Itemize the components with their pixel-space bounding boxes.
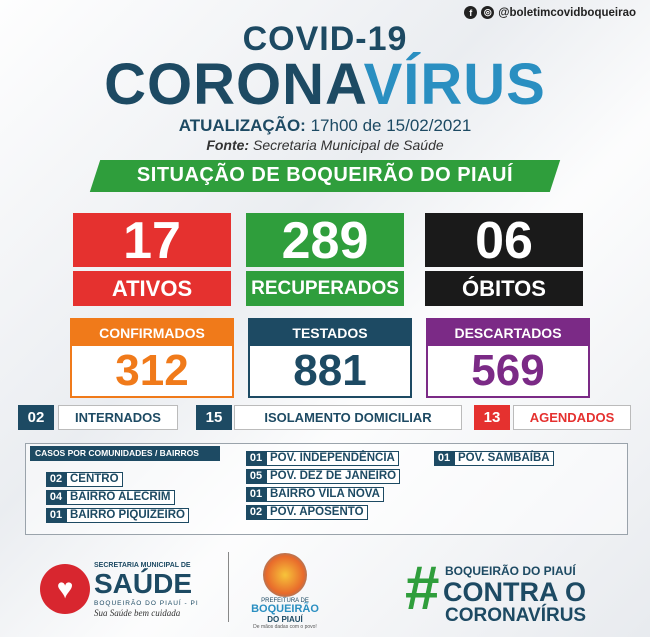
list-item xyxy=(246,487,384,502)
internados-label: INTERNADOS xyxy=(58,405,178,430)
item-count: 01 xyxy=(246,451,266,466)
isolamento-count: 15 xyxy=(196,405,232,430)
descartados-value: 569 xyxy=(471,346,545,395)
item-count: 02 xyxy=(246,505,266,520)
prefeitura-emblem-icon xyxy=(263,553,307,597)
heart-icon: ♥ xyxy=(40,564,90,614)
card-ativos xyxy=(73,213,231,306)
source-label: Fonte: xyxy=(206,137,250,153)
facebook-icon: f xyxy=(464,6,477,19)
title-virus-part: VÍRUS xyxy=(363,52,546,117)
recuperados-label: RECUPERADOS xyxy=(246,271,404,306)
item-label: POV. SAMBAÍBA xyxy=(454,451,554,466)
internados-count: 02 xyxy=(18,405,54,430)
campaign-logo xyxy=(405,554,605,626)
update-line xyxy=(0,116,650,136)
pill-agendados xyxy=(474,405,631,430)
hashtag-icon: # xyxy=(405,554,440,623)
descartados-label: DESCARTADOS xyxy=(428,320,588,346)
update-label: ATUALIZAÇÃO: xyxy=(178,116,306,135)
saude-sub: BOQUEIRÃO DO PIAUÍ - PI xyxy=(94,600,199,607)
pill-internados xyxy=(18,405,178,430)
item-label: BAIRRO VILA NOVA xyxy=(266,487,384,502)
social-handle xyxy=(464,6,636,19)
item-count: 05 xyxy=(246,469,266,484)
title-covid: COVID-19 xyxy=(242,20,408,58)
saude-top: SECRETARIA MUNICIPAL DE xyxy=(94,562,191,569)
card-confirmados xyxy=(70,318,234,398)
saude-title: SAÚDE xyxy=(94,568,193,599)
ativos-value: 17 xyxy=(73,213,231,267)
list-item xyxy=(46,490,175,505)
communities-title: CASOS POR COMUNIDADES / BAIRROS xyxy=(30,446,220,461)
prefeitura-d: De mãos dadas com o povo! xyxy=(253,624,317,630)
saude-logo xyxy=(40,560,220,620)
saude-slogan: Sua Saúde bem cuidada xyxy=(94,608,181,618)
source-value: Secretaria Municipal de Saúde xyxy=(249,137,444,153)
list-item xyxy=(434,451,554,466)
campaign-line-1: BOQUEIRÃO DO PIAUÍ xyxy=(445,564,576,578)
obitos-value: 06 xyxy=(425,213,583,267)
campaign-line-2: CONTRA O xyxy=(443,577,586,607)
testados-label: TESTADOS xyxy=(250,320,410,346)
item-label: BAIRRO PIQUIZEIRO xyxy=(66,508,189,523)
banner-title: SITUAÇÃO DE BOQUEIRÃO DO PIAUÍ xyxy=(136,164,514,186)
agendados-label: AGENDADOS xyxy=(513,405,631,430)
pill-isolamento xyxy=(196,405,462,430)
social-handle-text: @boletimcovidboqueirao xyxy=(498,6,636,19)
card-descartados xyxy=(426,318,590,398)
list-item xyxy=(246,451,399,466)
list-item xyxy=(246,469,400,484)
item-count: 01 xyxy=(46,508,66,523)
list-item xyxy=(46,508,189,523)
obitos-label: ÓBITOS xyxy=(425,271,583,306)
item-count: 02 xyxy=(46,472,66,487)
prefeitura-b: BOQUEIRÃO xyxy=(251,603,319,615)
isolamento-label: ISOLAMENTO DOMICILIAR xyxy=(234,405,462,430)
confirmados-label: CONFIRMADOS xyxy=(72,320,232,346)
footer-divider xyxy=(228,552,229,622)
item-label: CENTRO xyxy=(66,472,123,487)
title-coronavirus xyxy=(0,54,650,116)
prefeitura-a: PREFEITURA DE xyxy=(261,598,309,604)
card-recuperados xyxy=(246,213,404,306)
testados-value: 881 xyxy=(293,346,367,395)
update-value: 17h00 de 15/02/2021 xyxy=(305,116,472,135)
item-count: 01 xyxy=(434,451,454,466)
prefeitura-c: DO PIAUÍ xyxy=(267,615,303,624)
item-label: BAIRRO ALECRIM xyxy=(66,490,175,505)
item-count: 01 xyxy=(246,487,266,502)
prefeitura-logo xyxy=(240,553,330,633)
source-line xyxy=(0,137,650,153)
list-item xyxy=(46,472,123,487)
card-obitos xyxy=(425,213,583,306)
item-label: POV. APOSENTO xyxy=(266,505,368,520)
list-item xyxy=(246,505,368,520)
confirmados-value: 312 xyxy=(115,346,189,395)
card-testados xyxy=(248,318,412,398)
item-label: POV. DEZ DE JANEIRO xyxy=(266,469,400,484)
agendados-count: 13 xyxy=(474,405,510,430)
instagram-icon: ◎ xyxy=(481,6,494,19)
ativos-label: ATIVOS xyxy=(73,271,231,306)
recuperados-value: 289 xyxy=(246,213,404,267)
item-count: 04 xyxy=(46,490,66,505)
item-label: POV. INDEPENDÊNCIA xyxy=(266,451,399,466)
campaign-line-3: CORONAVÍRUS xyxy=(445,605,587,626)
title-corona-part: CORONA xyxy=(104,52,364,117)
